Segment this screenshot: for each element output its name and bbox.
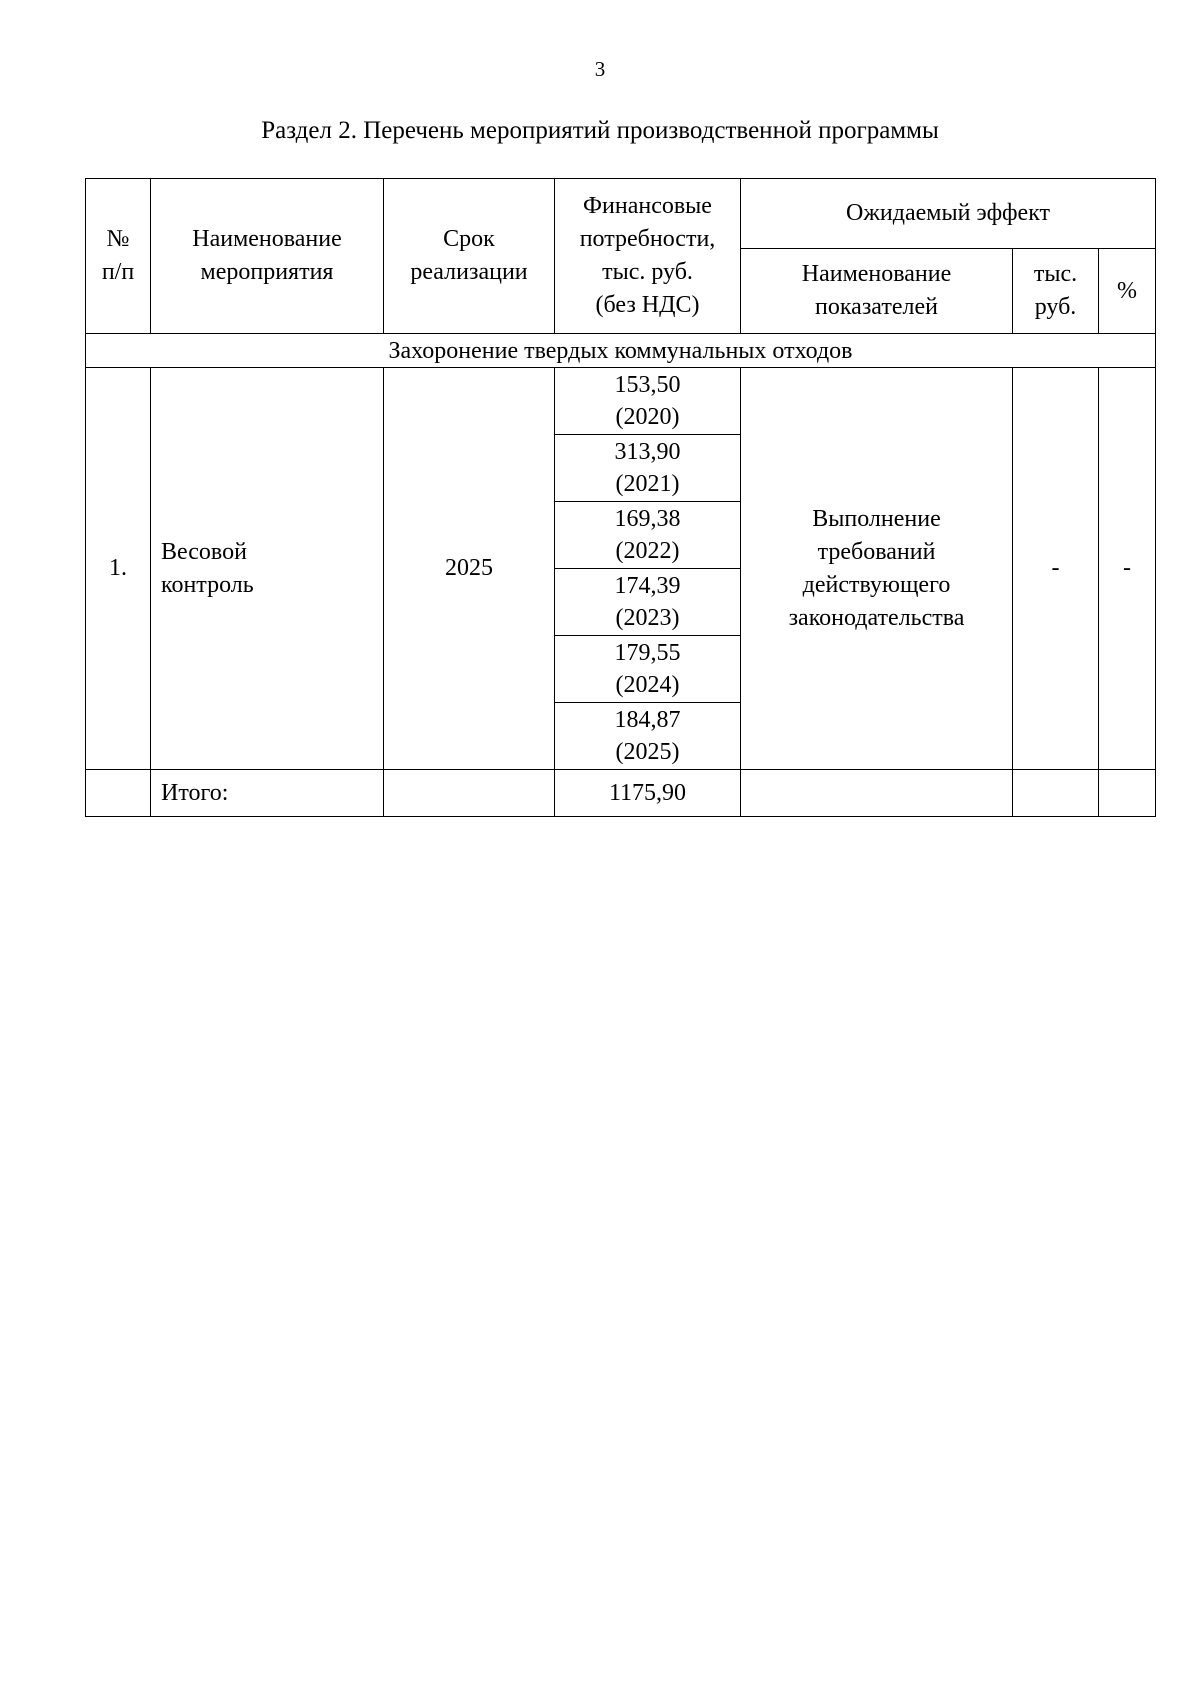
total-term-cell — [384, 770, 555, 817]
finance-cell-2023: 174,39 (2023) — [555, 569, 741, 636]
header-name: Наименование мероприятия — [151, 179, 384, 334]
total-thousand-rub-cell — [1013, 770, 1099, 817]
total-finance: 1175,90 — [555, 770, 741, 817]
header-term: Срок реализации — [384, 179, 555, 334]
row-percent: - — [1099, 368, 1156, 770]
header-effect: Ожидаемый эффект — [741, 179, 1156, 249]
row-thousand-rub: - — [1013, 368, 1099, 770]
finance-cell-2025: 184,87 (2025) — [555, 703, 741, 770]
finance-cell-2020: 153,50 (2020) — [555, 368, 741, 435]
group-title: Захоронение твердых коммунальных отходов — [86, 334, 1156, 368]
total-row — [86, 770, 1156, 817]
header-finance: Финансовые потребности, тыс. руб. (без НДС) — [555, 179, 741, 334]
header-num: № п/п — [86, 179, 151, 334]
total-label: Итого: — [151, 770, 384, 817]
total-percent-cell — [1099, 770, 1156, 817]
section-title: Раздел 2. Перечень мероприятий производственной программы — [261, 117, 939, 144]
total-indicator-cell — [741, 770, 1013, 817]
table-row — [86, 368, 1156, 435]
row-term: 2025 — [384, 368, 555, 770]
group-row — [86, 334, 1156, 368]
total-num-cell — [86, 770, 151, 817]
header-percent: % — [1099, 249, 1156, 334]
page-number: 3 — [594, 57, 606, 81]
row-name: Весовой контроль — [151, 368, 384, 770]
finance-cell-2024: 179,55 (2024) — [555, 636, 741, 703]
header-row-1 — [86, 179, 1156, 249]
header-thousand-rub: тыс. руб. — [1013, 249, 1099, 334]
row-indicator: Выполнение требований действующего законодательства — [741, 368, 1013, 770]
row-num: 1. — [86, 368, 151, 770]
finance-cell-2022: 169,38 (2022) — [555, 502, 741, 569]
finance-cell-2021: 313,90 (2021) — [555, 435, 741, 502]
header-indicator: Наименование показателей — [741, 249, 1013, 334]
program-table — [85, 178, 1156, 817]
